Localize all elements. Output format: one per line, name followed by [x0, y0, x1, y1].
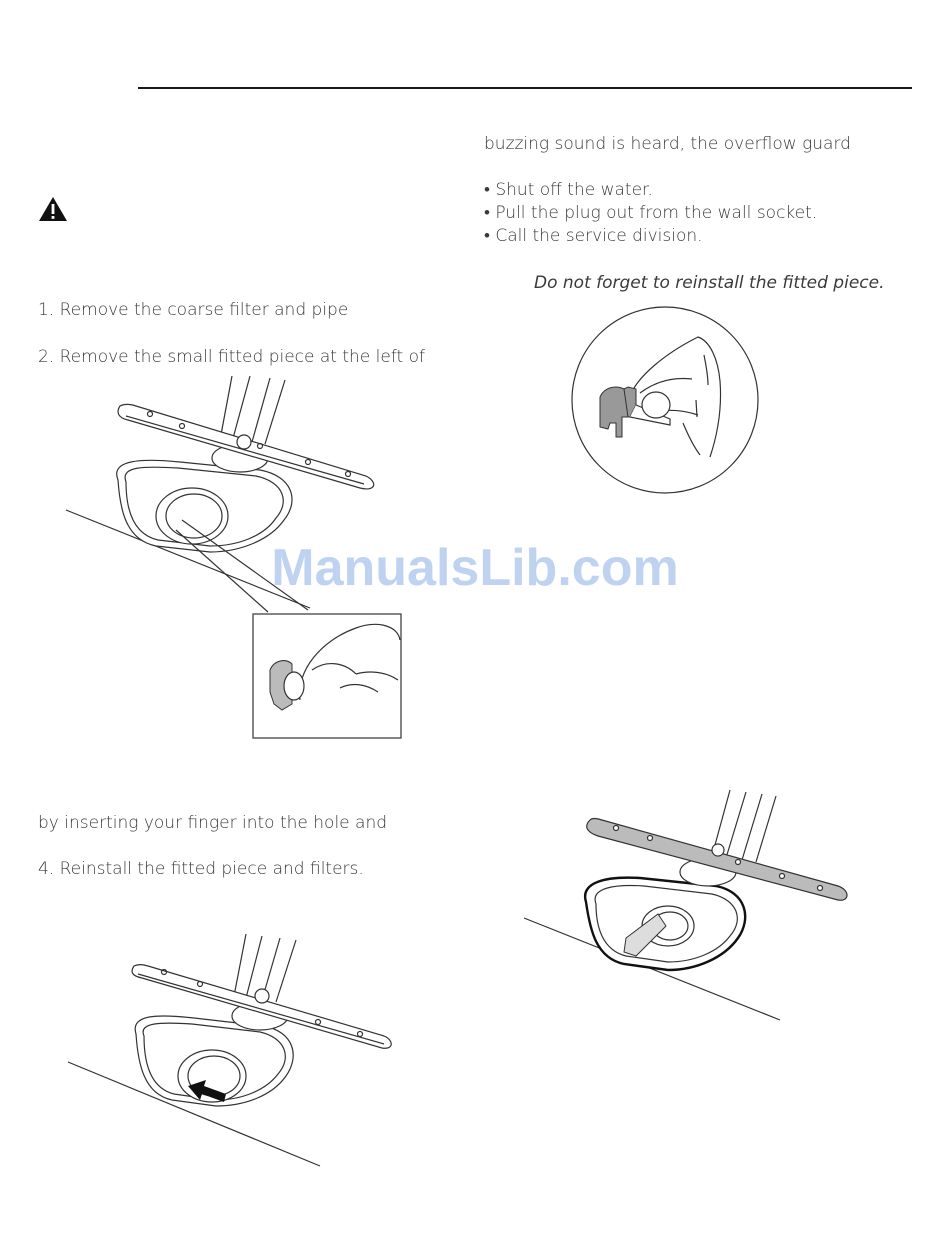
- step-2: 2. Remove the small fitted piece at the left of: [38, 347, 425, 367]
- header-rule: [138, 87, 912, 89]
- step-1: 1. Remove the coarse filter and pipe: [38, 300, 349, 320]
- reinstall-arrow-illustration: [64, 930, 394, 1170]
- bullet-pull-plug: • Pull the plug out from the wall socket.: [484, 203, 818, 223]
- step-3-fragment: by inserting your finger into the hole and: [38, 813, 388, 833]
- reinstalled-piece-illustration: [520, 786, 860, 1026]
- watermark: ManualsLib.com: [271, 539, 679, 597]
- step-4: 4. Reinstall the fitted piece and filters.: [38, 859, 364, 879]
- fitted-piece-detail-illustration: [570, 305, 762, 497]
- warning-triangle-icon: [38, 196, 68, 222]
- bullet-call-service: • Call the service division.: [484, 226, 703, 246]
- intro-fragment: buzzing sound is heard, the overflow guard: [484, 134, 851, 154]
- bullet-shut-off-water: • Shut off the water.: [484, 180, 653, 200]
- reinstall-note: Do not forget to reinstall the fitted piece.: [534, 273, 885, 293]
